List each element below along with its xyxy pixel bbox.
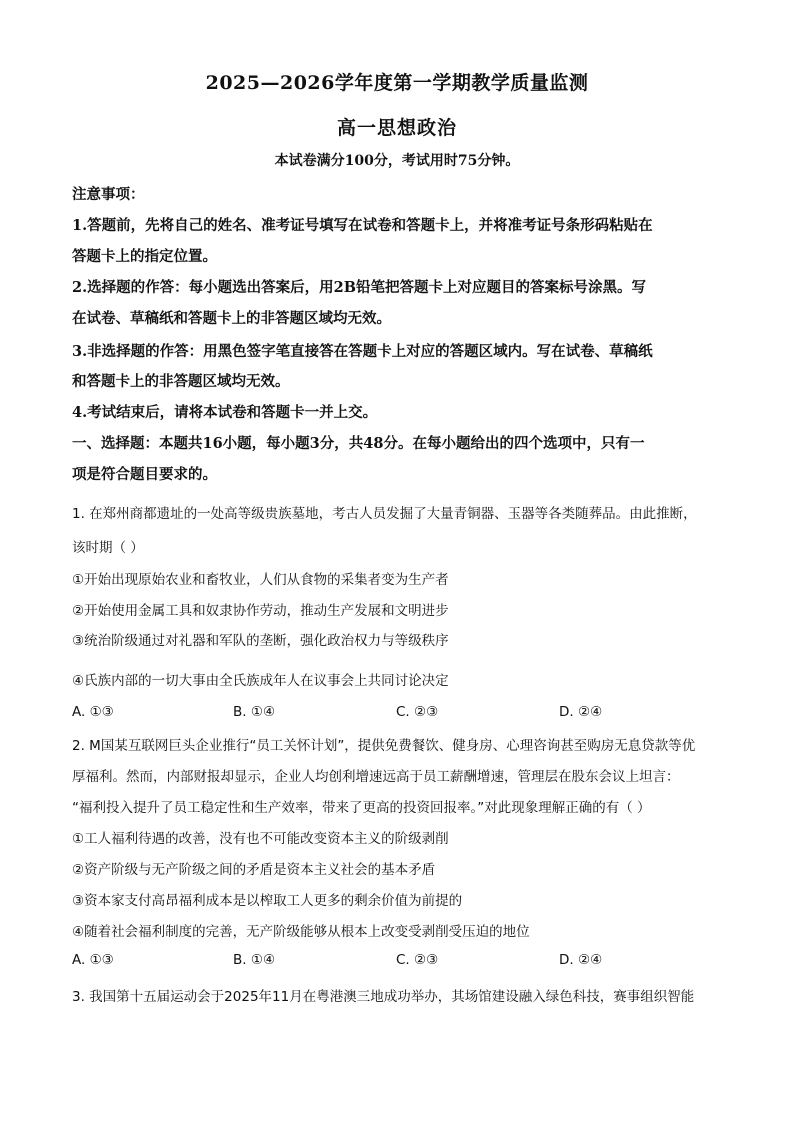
q1-statement-3: ③统治阶级通过对礼器和军队的垄断，强化政治权力与等级秩序 xyxy=(72,633,449,649)
notice-item-2b: 在试卷、草稿纸和答题卡上的非答题区域均无效。 xyxy=(72,310,391,327)
q1-stem-a: 1. 在郑州商都遗址的一处高等级贵族墓地，考古人员发掘了大量青铜器、玉器等各类随葬品。由此推断， xyxy=(72,506,697,522)
section-heading-b: 项是符合题目要求的。 xyxy=(72,466,217,483)
q1-statement-2: ②开始使用金属工具和奴隶协作劳动，推动生产发展和文明进步 xyxy=(72,603,449,619)
q2-statement-1: ①工人福利待遇的改善，没有也不可能改变资本主义的阶级剥削 xyxy=(72,831,449,847)
q1-option-c: C. ②③ xyxy=(396,704,439,720)
notice-item-3a: 3.非选择题的作答：用黑色签字笔直接答在答题卡上对应的答题区域内。写在试卷、草稿纸 xyxy=(72,343,653,360)
q2-option-c: C. ②③ xyxy=(396,952,439,968)
notice-item-1b: 答题卡上的指定位置。 xyxy=(72,248,217,265)
q2-stem-c: “福利投入提升了员工稳定性和生产效率，带来了更高的投资回报率。”对此现象理解正确的有（ ） xyxy=(72,800,651,816)
q2-statement-3: ③资本家支付高昂福利成本是以榨取工人更多的剩余价值为前提的 xyxy=(72,893,463,909)
q1-option-d: D. ②④ xyxy=(559,704,603,720)
q1-option-a: A. ①③ xyxy=(72,704,114,720)
subject-title: 高一思想政治 xyxy=(336,117,457,139)
exam-info: 本试卷满分100分，考试用时75分钟。 xyxy=(274,153,520,169)
notice-item-4: 4.考试结束后，请将本试卷和答题卡一并上交。 xyxy=(72,404,378,421)
notice-item-3b: 和答题卡上的非答题区域均无效。 xyxy=(72,373,290,390)
notice-item-2a: 2.选择题的作答：每小题选出答案后，用2B铅笔把答题卡上对应题目的答案标号涂黑。写 xyxy=(72,279,646,296)
q1-statement-4: ④氏族内部的一切大事由全氏族成年人在议事会上共同讨论决定 xyxy=(72,673,449,689)
section-heading-a: 一、选择题：本题共16小题，每小题3分，共48分。在每小题给出的四个选项中，只有一 xyxy=(72,435,645,452)
q1-stem-b: 该时期（ ） xyxy=(72,540,144,556)
q1-option-b: B. ①④ xyxy=(233,704,276,720)
q2-stem-a: 2. M国某互联网巨头企业推行“员工关怀计划”，提供免费餐饮、健身房、心理咨询甚至购房无息贷款等优 xyxy=(72,738,696,754)
q2-option-a: A. ①③ xyxy=(72,952,114,968)
q1-statement-1: ①开始出现原始农业和畜牧业，人们从食物的采集者变为生产者 xyxy=(72,572,449,588)
notice-heading: 注意事项： xyxy=(72,186,145,203)
notice-item-1a: 1.答题前，先将自己的姓名、准考证号填写在试卷和答题卡上，并将准考证号条形码粘贴在 xyxy=(72,217,653,234)
q3-stem-a: 3. 我国第十五届运动会于2025年11月在粤港澳三地成功举办，其场馆建设融入绿色科技，赛事组织智能 xyxy=(72,989,695,1005)
q2-stem-b: 厚福利。然而，内部财报却显示，企业人均创利增速远高于员工薪酬增速，管理层在股东会议上坦言： xyxy=(72,769,680,785)
q2-statement-4: ④随着社会福利制度的完善，无产阶级能够从根本上改变受剥削受压迫的地位 xyxy=(72,924,530,940)
q2-statement-2: ②资产阶级与无产阶级之间的矛盾是资本主义社会的基本矛盾 xyxy=(72,862,436,878)
exam-title: 2025—2026学年度第一学期教学质量监测 xyxy=(205,72,589,94)
q2-option-b: B. ①④ xyxy=(233,952,276,968)
q2-option-d: D. ②④ xyxy=(559,952,603,968)
